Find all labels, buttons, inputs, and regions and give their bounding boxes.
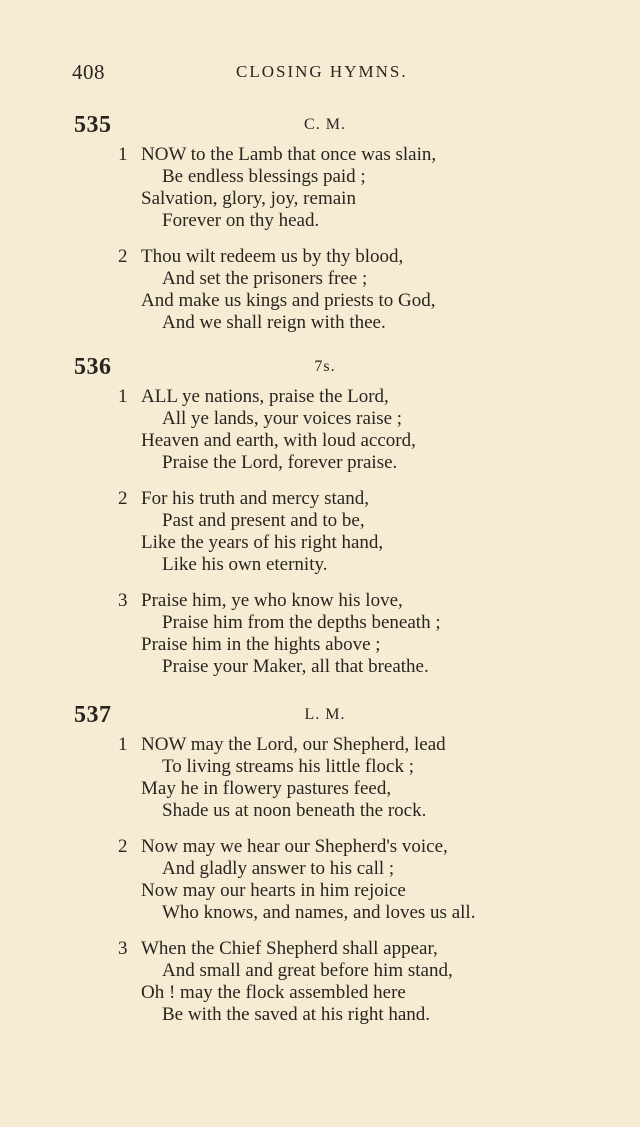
hymn-537: [0, 702, 640, 1040]
running-title: CLOSING HYMNS.: [236, 62, 408, 81]
hymn-number: 537: [74, 702, 112, 728]
verse-line: May he in flowery pastures feed,: [141, 778, 392, 799]
verse-line: Praise him, ye who know his love,: [141, 590, 403, 611]
verse-line: Now may our hearts in him rejoice: [141, 880, 406, 901]
verse-line: Like the years of his right hand,: [141, 532, 384, 553]
hymn-heading: [0, 112, 640, 144]
verse-line: For his truth and mercy stand,: [141, 488, 369, 509]
hymn-536: [0, 354, 640, 692]
verse-line: Shade us at noon beneath the rock.: [162, 800, 427, 821]
hymn-535: [0, 112, 640, 348]
verse-line: Now may we hear our Shepherd's voice,: [141, 836, 448, 857]
verse-number: 3: [118, 590, 128, 611]
verse-number: 2: [118, 246, 128, 267]
verse-line: All ye lands, your voices raise ;: [162, 408, 403, 429]
stanza: [0, 488, 640, 576]
verse-line: ALL ye nations, praise the Lord,: [141, 386, 389, 407]
verse-number: 1: [118, 386, 128, 407]
verse-line: When the Chief Shepherd shall appear,: [141, 938, 438, 959]
verse-line: Be with the saved at his right hand.: [162, 1004, 431, 1025]
verse-line: And small and great before him stand,: [162, 960, 453, 981]
page-number: 408: [72, 60, 105, 84]
hymn-number: 535: [74, 112, 112, 138]
verse-line: Forever on thy head.: [162, 210, 320, 231]
stanza: [0, 144, 640, 232]
verse-line: Who knows, and names, and loves us all.: [162, 902, 476, 923]
stanza: [0, 246, 640, 334]
verse-line: Praise your Maker, all that breathe.: [162, 656, 429, 677]
verse-line: Be endless blessings paid ;: [162, 166, 366, 187]
verse-line: NOW to the Lamb that once was slain,: [141, 144, 437, 165]
verse-line: Thou wilt redeem us by thy blood,: [141, 246, 404, 267]
verse-number: 2: [118, 488, 128, 509]
stanza: [0, 590, 640, 678]
hymn-heading: [0, 702, 640, 734]
verse-line: Praise him from the depths beneath ;: [162, 612, 441, 633]
verse-number: 2: [118, 836, 128, 857]
verse-line: Oh ! may the flock assembled here: [141, 982, 406, 1003]
verse-line: To living streams his little flock ;: [162, 756, 414, 777]
verse-number: 1: [118, 144, 128, 165]
stanza: [0, 386, 640, 474]
verse-line: Salvation, glory, joy, remain: [141, 188, 356, 209]
hymn-meter: C. M.: [304, 116, 346, 133]
hymn-heading: [0, 354, 640, 386]
stanza: [0, 938, 640, 1026]
hymn-meter: 7s.: [314, 358, 336, 375]
verse-line: NOW may the Lord, our Shepherd, lead: [141, 734, 446, 755]
hymn-meter: L. M.: [304, 706, 346, 723]
hymn-number: 536: [74, 354, 112, 380]
verse-number: 3: [118, 938, 128, 959]
verse-line: Praise him in the hights above ;: [141, 634, 381, 655]
verse-line: Praise the Lord, forever praise.: [162, 452, 398, 473]
verse-line: Heaven and earth, with loud accord,: [141, 430, 416, 451]
stanza: [0, 836, 640, 924]
verse-line: And gladly answer to his call ;: [162, 858, 395, 879]
verse-line: And we shall reign with thee.: [162, 312, 386, 333]
verse-line: And make us kings and priests to God,: [141, 290, 436, 311]
verse-number: 1: [118, 734, 128, 755]
stanza: [0, 734, 640, 822]
verse-line: And set the prisoners free ;: [162, 268, 368, 289]
verse-line: Like his own eternity.: [162, 554, 328, 575]
verse-line: Past and present and to be,: [162, 510, 365, 531]
page-header: [0, 60, 640, 90]
